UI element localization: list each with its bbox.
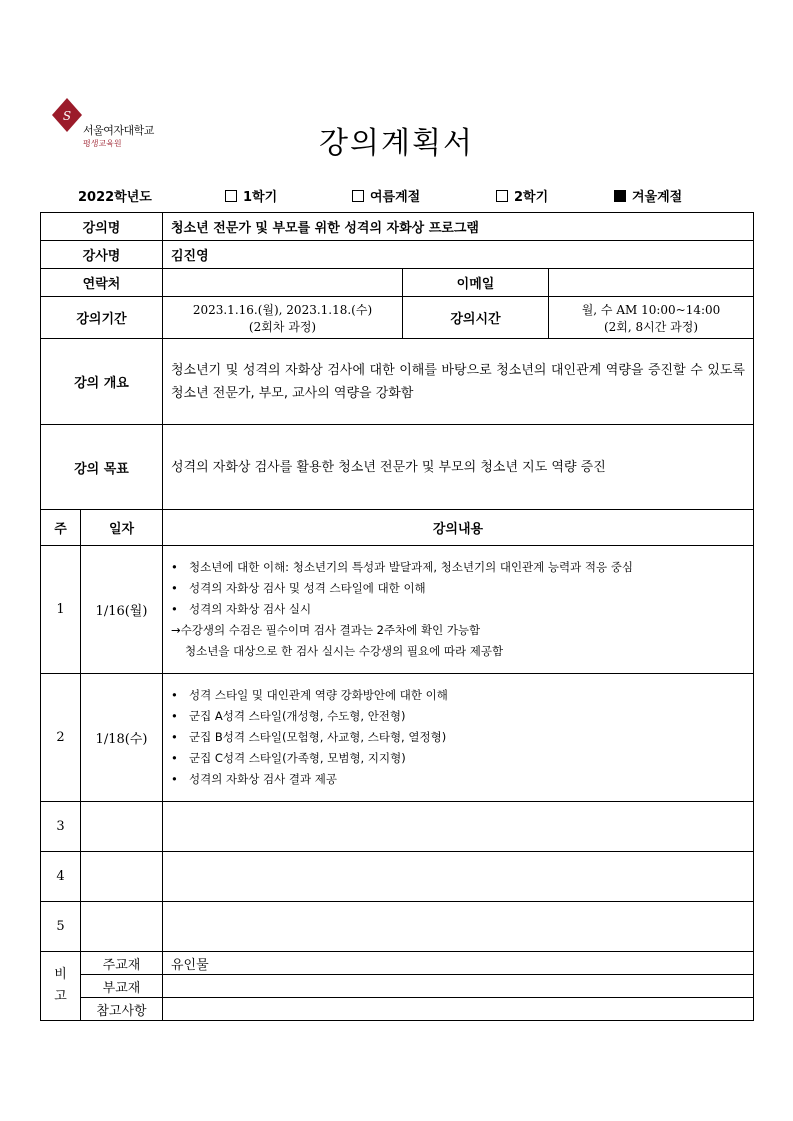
time-schedule: 월, 수 AM 10:00~14:00: [581, 302, 721, 317]
term-option-label: 겨울계절: [632, 190, 683, 205]
instructor-row: [41, 241, 754, 269]
sub-text-value: [163, 975, 754, 998]
period-row: [41, 297, 754, 339]
reference-label: 참고사항: [81, 998, 163, 1021]
lecture-date: [81, 902, 163, 952]
content-column-header: 강의내용: [163, 510, 754, 546]
schedule-row: [41, 674, 754, 802]
schedule-row: [41, 902, 754, 952]
schedule-row: [41, 852, 754, 902]
contact-row: [41, 269, 754, 297]
term-option-summer: [352, 186, 420, 205]
goal-text: 성격의 자화상 검사를 활용한 청소년 전문가 및 부모의 청소년 지도 역량 증진: [163, 425, 754, 510]
lecture-date: [81, 852, 163, 902]
department-name: 평생교육원: [83, 139, 122, 148]
university-name: 서울여자대학교: [83, 124, 154, 137]
period-sessions: (2회차 과정): [248, 319, 317, 334]
remarks-row: [41, 952, 754, 975]
contact-label: 연락처: [41, 269, 163, 297]
checkbox-icon: [496, 190, 508, 202]
course-name-label: 강의명: [41, 213, 163, 241]
time-value: [549, 297, 754, 339]
week-number: 2: [41, 674, 81, 802]
remarks-label-text: 비고: [54, 967, 67, 1004]
lecture-content: [163, 546, 754, 674]
week-number: 5: [41, 902, 81, 952]
lecture-date: [81, 802, 163, 852]
term-option-1: [225, 186, 277, 205]
overview-row: [41, 339, 754, 425]
checked-box-icon: [614, 190, 626, 202]
content-item: • 성격의 자화상 검사 및 성격 스타일에 대한 이해: [171, 578, 747, 599]
week-number: 1: [41, 546, 81, 674]
term-option-label: 2학기: [514, 190, 549, 205]
instructor-label: 강사명: [41, 241, 163, 269]
instructor-name: 김진영: [163, 241, 754, 269]
time-label: 강의시간: [403, 297, 549, 339]
content-item: • 성격 스타일 및 대인관계 역량 강화방안에 대한 이해: [171, 685, 747, 706]
content-item: • 청소년에 대한 이해: 청소년기의 특성과 발달과제, 청소년기의 대인관계 능력과 적응 중심: [171, 557, 747, 578]
svg-text:S: S: [62, 109, 72, 123]
checkbox-icon: [225, 190, 237, 202]
schedule-header-row: [41, 510, 754, 546]
content-item: • 군집 C성격 스타일(가족형, 모범형, 지지형): [171, 748, 747, 769]
main-text-value: 유인물: [163, 952, 754, 975]
lecture-content: [163, 674, 754, 802]
period-dates: 2023.1.16.(월), 2023.1.18.(수): [192, 302, 373, 317]
content-item: • 성격의 자화상 검사 실시: [171, 599, 747, 620]
content-item: • 성격의 자화상 검사 결과 제공: [171, 769, 747, 790]
lecture-content: [163, 802, 754, 852]
term-row: [0, 186, 793, 208]
content-note: 청소년을 대상으로 한 검사 실시는 수강생의 필요에 따라 제공함: [185, 644, 504, 658]
main-text-label: 주교재: [81, 952, 163, 975]
schedule-row: [41, 546, 754, 674]
remarks-label: [41, 952, 81, 1021]
week-number: 3: [41, 802, 81, 852]
contact-value: [163, 269, 403, 297]
course-name-row: [41, 213, 754, 241]
period-label: 강의기간: [41, 297, 163, 339]
schedule-row: [41, 802, 754, 852]
checkbox-icon: [352, 190, 364, 202]
email-value: [549, 269, 754, 297]
email-label: 이메일: [403, 269, 549, 297]
week-column-header: 주: [41, 510, 81, 546]
period-value: [163, 297, 403, 339]
remarks-row: [41, 975, 754, 998]
reference-value: [163, 998, 754, 1021]
course-name: 청소년 전문가 및 부모를 위한 성격의 자화상 프로그램: [163, 213, 754, 241]
sub-text-label: 부교재: [81, 975, 163, 998]
term-option-label: 여름계절: [370, 190, 421, 205]
overview-label: 강의 개요: [41, 339, 163, 425]
goal-row: [41, 425, 754, 510]
goal-label: 강의 목표: [41, 425, 163, 510]
remarks-row: [41, 998, 754, 1021]
content-note: →수강생의 수검은 필수이며 검사 결과는 2주차에 확인 가능함: [171, 623, 481, 637]
week-number: 4: [41, 852, 81, 902]
time-hours: (2회, 8시간 과정): [603, 319, 699, 334]
term-option-winter: [614, 186, 682, 205]
academic-year: 2022학년도: [78, 190, 152, 205]
lecture-date: 1/18(수): [81, 674, 163, 802]
term-option-label: 1학기: [243, 190, 278, 205]
content-item: • 군집 A성격 스타일(개성형, 수도형, 안전형): [171, 706, 747, 727]
term-option-2: [496, 186, 548, 205]
page-title: 강의계획서: [319, 126, 474, 161]
lecture-content: [163, 902, 754, 952]
date-column-header: 일자: [81, 510, 163, 546]
syllabus-table: [40, 212, 754, 1021]
overview-text: 청소년기 및 성격의 자화상 검사에 대한 이해를 바탕으로 청소년의 대인관계 역량을 증진할 수 있도록 청소년 전문가, 부모, 교사의 역량을 강화함: [163, 339, 754, 425]
content-item: • 군집 B성격 스타일(모험형, 사교형, 스타형, 열정형): [171, 727, 747, 748]
lecture-content: [163, 852, 754, 902]
lecture-date: 1/16(월): [81, 546, 163, 674]
